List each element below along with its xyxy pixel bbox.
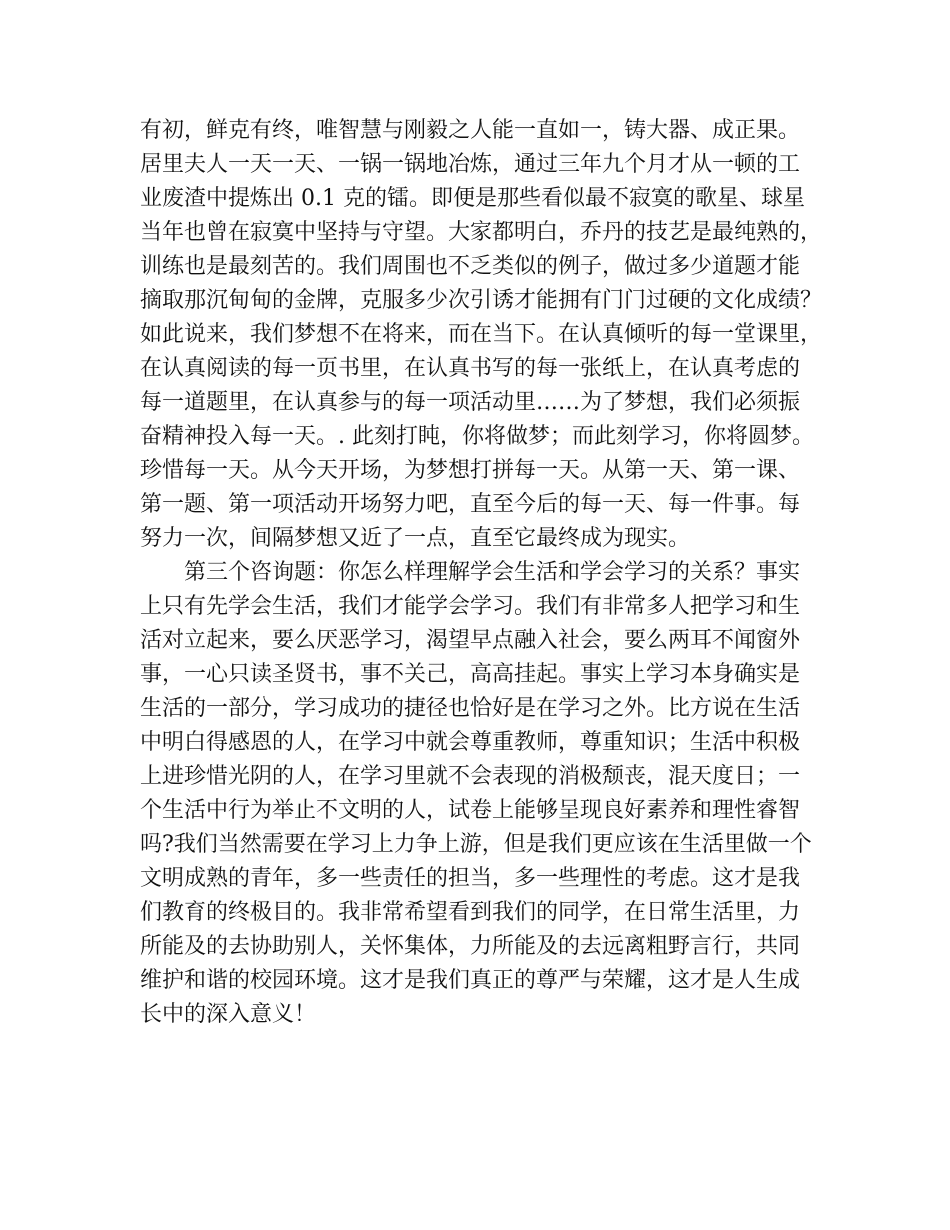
- text-line: 当年也曾在寂寞中坚持与守望。大家都明白，乔丹的技艺是最纯熟的，: [140, 220, 823, 245]
- text-line: 活对立起来，要么厌恶学习，渴望早点融入社会，要么两耳不闻窗外: [140, 628, 801, 653]
- text-line: 个生活中行为举止不文明的人，试卷上能够呈现良好素养和理性睿智: [140, 798, 801, 823]
- text-line: 生活的一部分，学习成功的捷径也恰好是在学习之外。比方说在生活: [140, 696, 801, 721]
- paragraph-1: [140, 114, 823, 556]
- text-line: 吗?我们当然需要在学习上力争上游，但是我们更应该在生活里做一个: [140, 832, 812, 857]
- text-line: 上只有先学会生活，我们才能学会学习。我们有非常多人把学习和生: [140, 594, 801, 619]
- text-line: 上进珍惜光阴的人，在学习里就不会表现的消极颓丧，混天度日；一: [140, 764, 801, 789]
- text-line: 如此说来，我们梦想不在将来，而在当下。在认真倾听的每一堂课里，: [140, 322, 823, 347]
- text-line-indented: 第三个咨询题：你怎么样理解学会生活和学会学习的关系？事实: [184, 560, 801, 585]
- text-line: 第一题、第一项活动开场努力吧，直至今后的每一天、每一件事。每: [140, 492, 801, 517]
- text-line: 维护和谐的校园环境。这才是我们真正的尊严与荣耀，这才是人生成: [140, 968, 801, 993]
- text-line: 摘取那沉甸甸的金牌，克服多少次引诱才能拥有门门过硬的文化成绩？: [140, 288, 823, 313]
- text-line: 业废渣中提炼出 0.1 克的镭。即便是那些看似最不寂寞的歌星、球星: [140, 186, 805, 211]
- text-line: 中明白得感恩的人，在学习中就会尊重教师，尊重知识；生活中积极: [140, 730, 801, 755]
- text-line: 文明成熟的青年，多一些责任的担当，多一些理性的考虑。这才是我: [140, 866, 801, 891]
- text-line: 珍惜每一天。从今天开场，为梦想打拼每一天。从第一天、第一课、: [140, 458, 801, 483]
- text-line: 训练也是最刻苦的。我们周围也不乏类似的例子，做过多少道题才能: [140, 254, 801, 279]
- text-line: 努力一次，间隔梦想又近了一点，直至它最终成为现实。: [140, 526, 691, 551]
- text-line: 在认真阅读的每一页书里，在认真书写的每一张纸上，在认真考虑的: [140, 356, 801, 381]
- text-line: 有初，鲜克有终，唯智慧与刚毅之人能一直如一，铸大器、成正果。: [140, 118, 801, 143]
- text-line: 们教育的终极目的。我非常希望看到我们的同学，在日常生活里，力: [140, 900, 801, 925]
- text-line: 奋精神投入每一天。. 此刻打盹，你将做梦；而此刻学习，你将圆梦。: [140, 424, 814, 449]
- text-line: 居里夫人一天一天、一锅一锅地冶炼，通过三年九个月才从一顿的工: [140, 152, 801, 177]
- text-line: 每一道题里，在认真参与的每一项活动里……为了梦想，我们必须振: [140, 390, 801, 415]
- text-line: 长中的深入意义！: [140, 1002, 317, 1027]
- text-line: 事，一心只读圣贤书，事不关己，高高挂起。事实上学习本身确实是: [140, 662, 801, 687]
- paragraph-2: [140, 556, 820, 1032]
- document-body: [140, 114, 823, 1032]
- text-line: 所能及的去协助别人，关怀集体，力所能及的去远离粗野言行，共同: [140, 934, 801, 959]
